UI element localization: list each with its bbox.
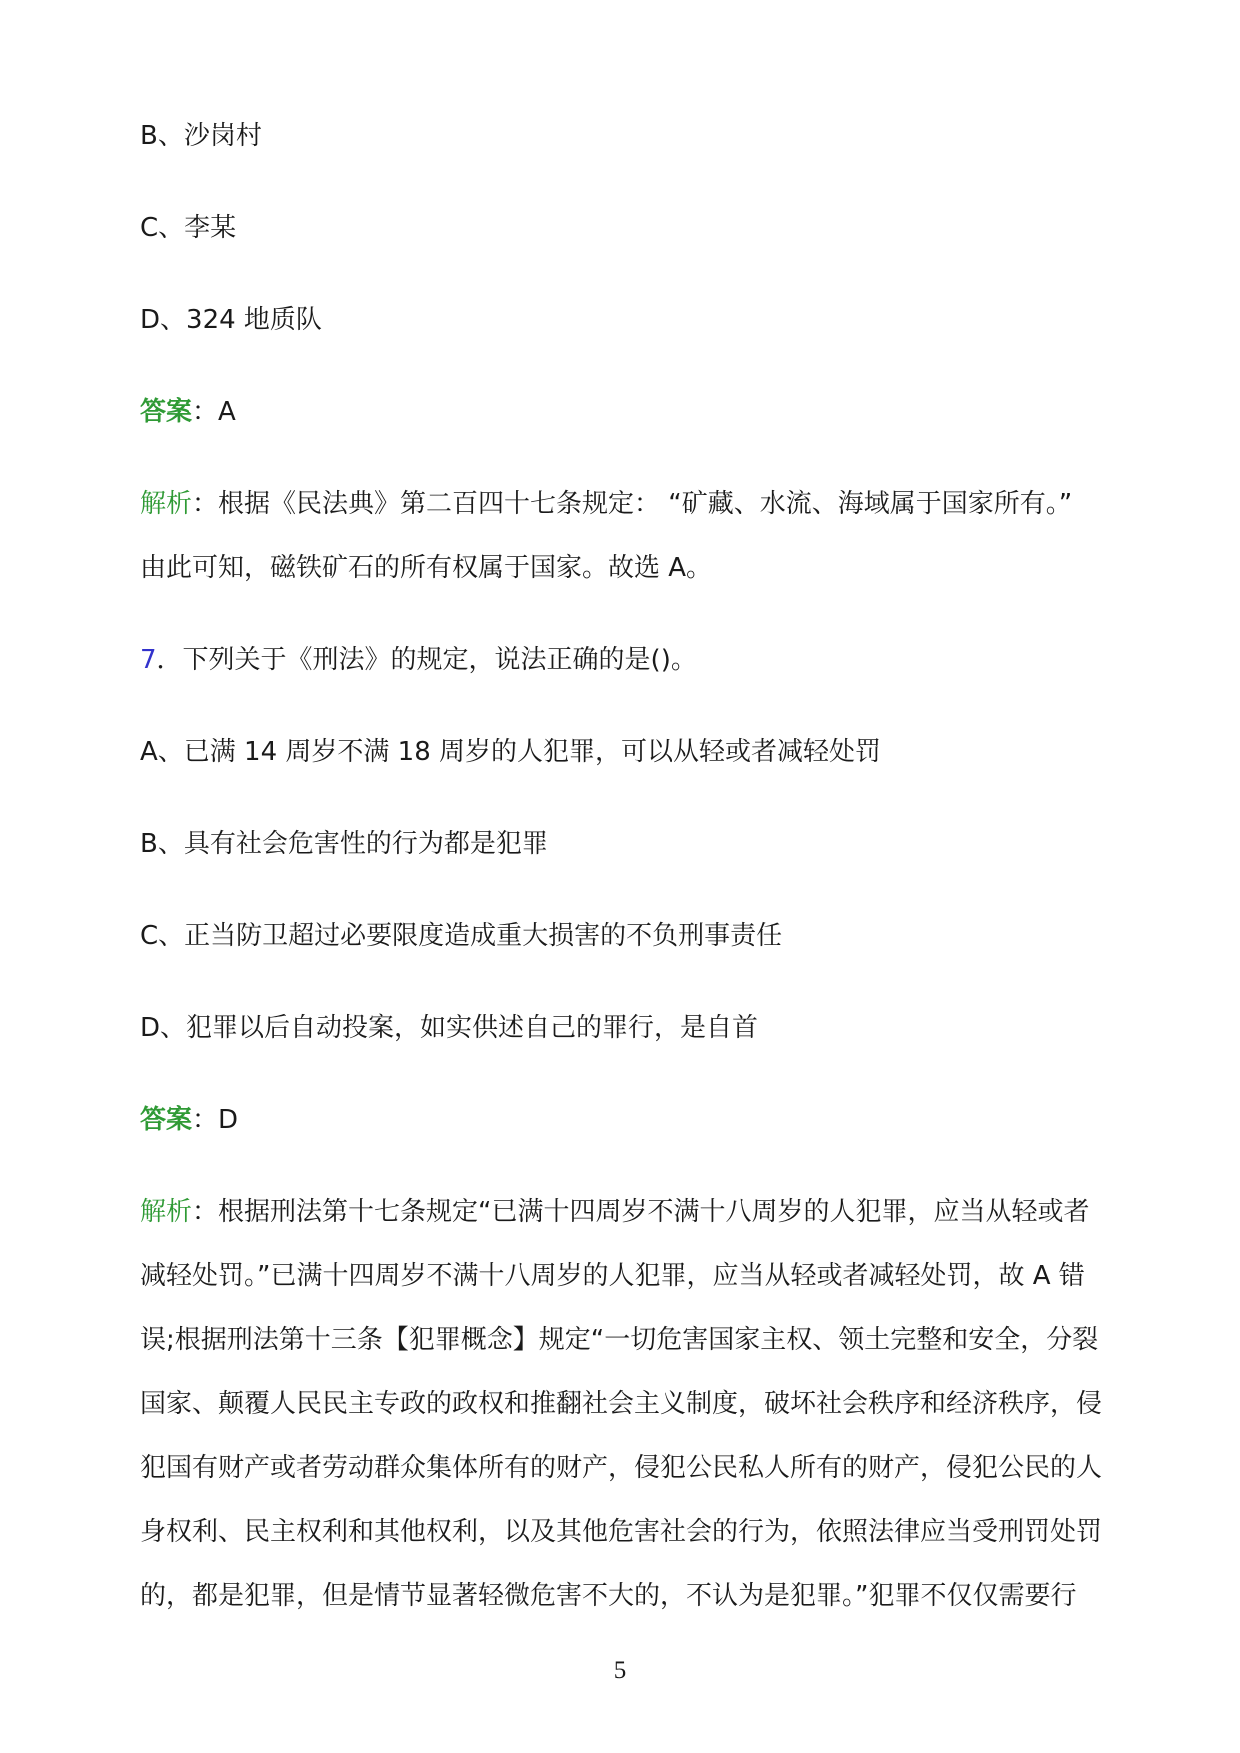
q7-analysis-label: 解析 [140,1197,193,1227]
q6-analysis-line-1 [140,472,1140,536]
q6-answer-label: 答案 [140,397,193,427]
q6-analysis [140,472,1140,600]
q6-answer-row [140,380,1140,444]
page-number: 5 [613,1657,627,1684]
q7-analysis-line-1 [140,1180,1140,1244]
q6-option-b: B、沙岗村 [140,121,262,151]
q7-analysis-line-4: 国家、颠覆人民民主专政的政权和推翻社会主义制度，破坏社会秩序和经济秩序，侵 [140,1389,1103,1419]
q7-answer-label: 答案 [140,1105,193,1135]
q6-analysis-text-1: ：根据《民法典》第二百四十七条规定： “矿藏、水流、海域属于国家所有。” [192,489,1073,519]
q7-option-d: D、犯罪以后自动投案，如实供述自己的罪行，是自首 [140,1013,759,1043]
q7-question-number: 7 [140,645,157,675]
q7-analysis-line-5: 犯国有财产或者劳动群众集体所有的财产，侵犯公民私人所有的财产，侵犯公民的人 [140,1453,1103,1483]
q6-analysis-line-2: 由此可知，磁铁矿石的所有权属于国家。故选 A。 [140,553,713,583]
q7-analysis-line-2: 减轻处罚。”已满十四周岁不满十八周岁的人犯罪，应当从轻或者减轻处罚，故 A 错 [140,1261,1085,1291]
q7-stem-text: ．下列关于《刑法》的规定，说法正确的是()。 [156,645,697,675]
q7-option-c: C、正当防卫超过必要限度造成重大损害的不负刑事责任 [140,921,783,951]
q7-answer-row [140,1088,1140,1152]
q6-answer-value: ：A [192,397,236,427]
q7-analysis-text-1: ：根据刑法第十七条规定“已满十四周岁不满十八周岁的人犯罪，应当从轻或者 [192,1197,1090,1227]
q7-analysis-line-7: 的，都是犯罪，但是情节显著轻微危害不大的，不认为是犯罪。”犯罪不仅仅需要行 [140,1581,1077,1611]
q7-analysis-line-6: 身权利、民主权利和其他权利，以及其他危害社会的行为，依照法律应当受刑罚处罚 [140,1517,1103,1547]
q7-option-b: B、具有社会危害性的行为都是犯罪 [140,829,548,859]
q6-analysis-label: 解析 [140,489,193,519]
q7-stem-row [140,628,1140,692]
q6-option-d: D、324 地质队 [140,305,322,335]
q7-option-a: A、已满 14 周岁不满 18 周岁的人犯罪，可以从轻或者减轻处罚 [140,737,882,767]
q7-analysis-line-3: 误;根据刑法第十三条【犯罪概念】规定“一切危害国家主权、领土完整和安全，分裂 [140,1325,1099,1355]
q6-option-c: C、李某 [140,213,237,243]
q7-analysis [140,1180,1140,1628]
q7-answer-value: ：D [192,1105,239,1135]
